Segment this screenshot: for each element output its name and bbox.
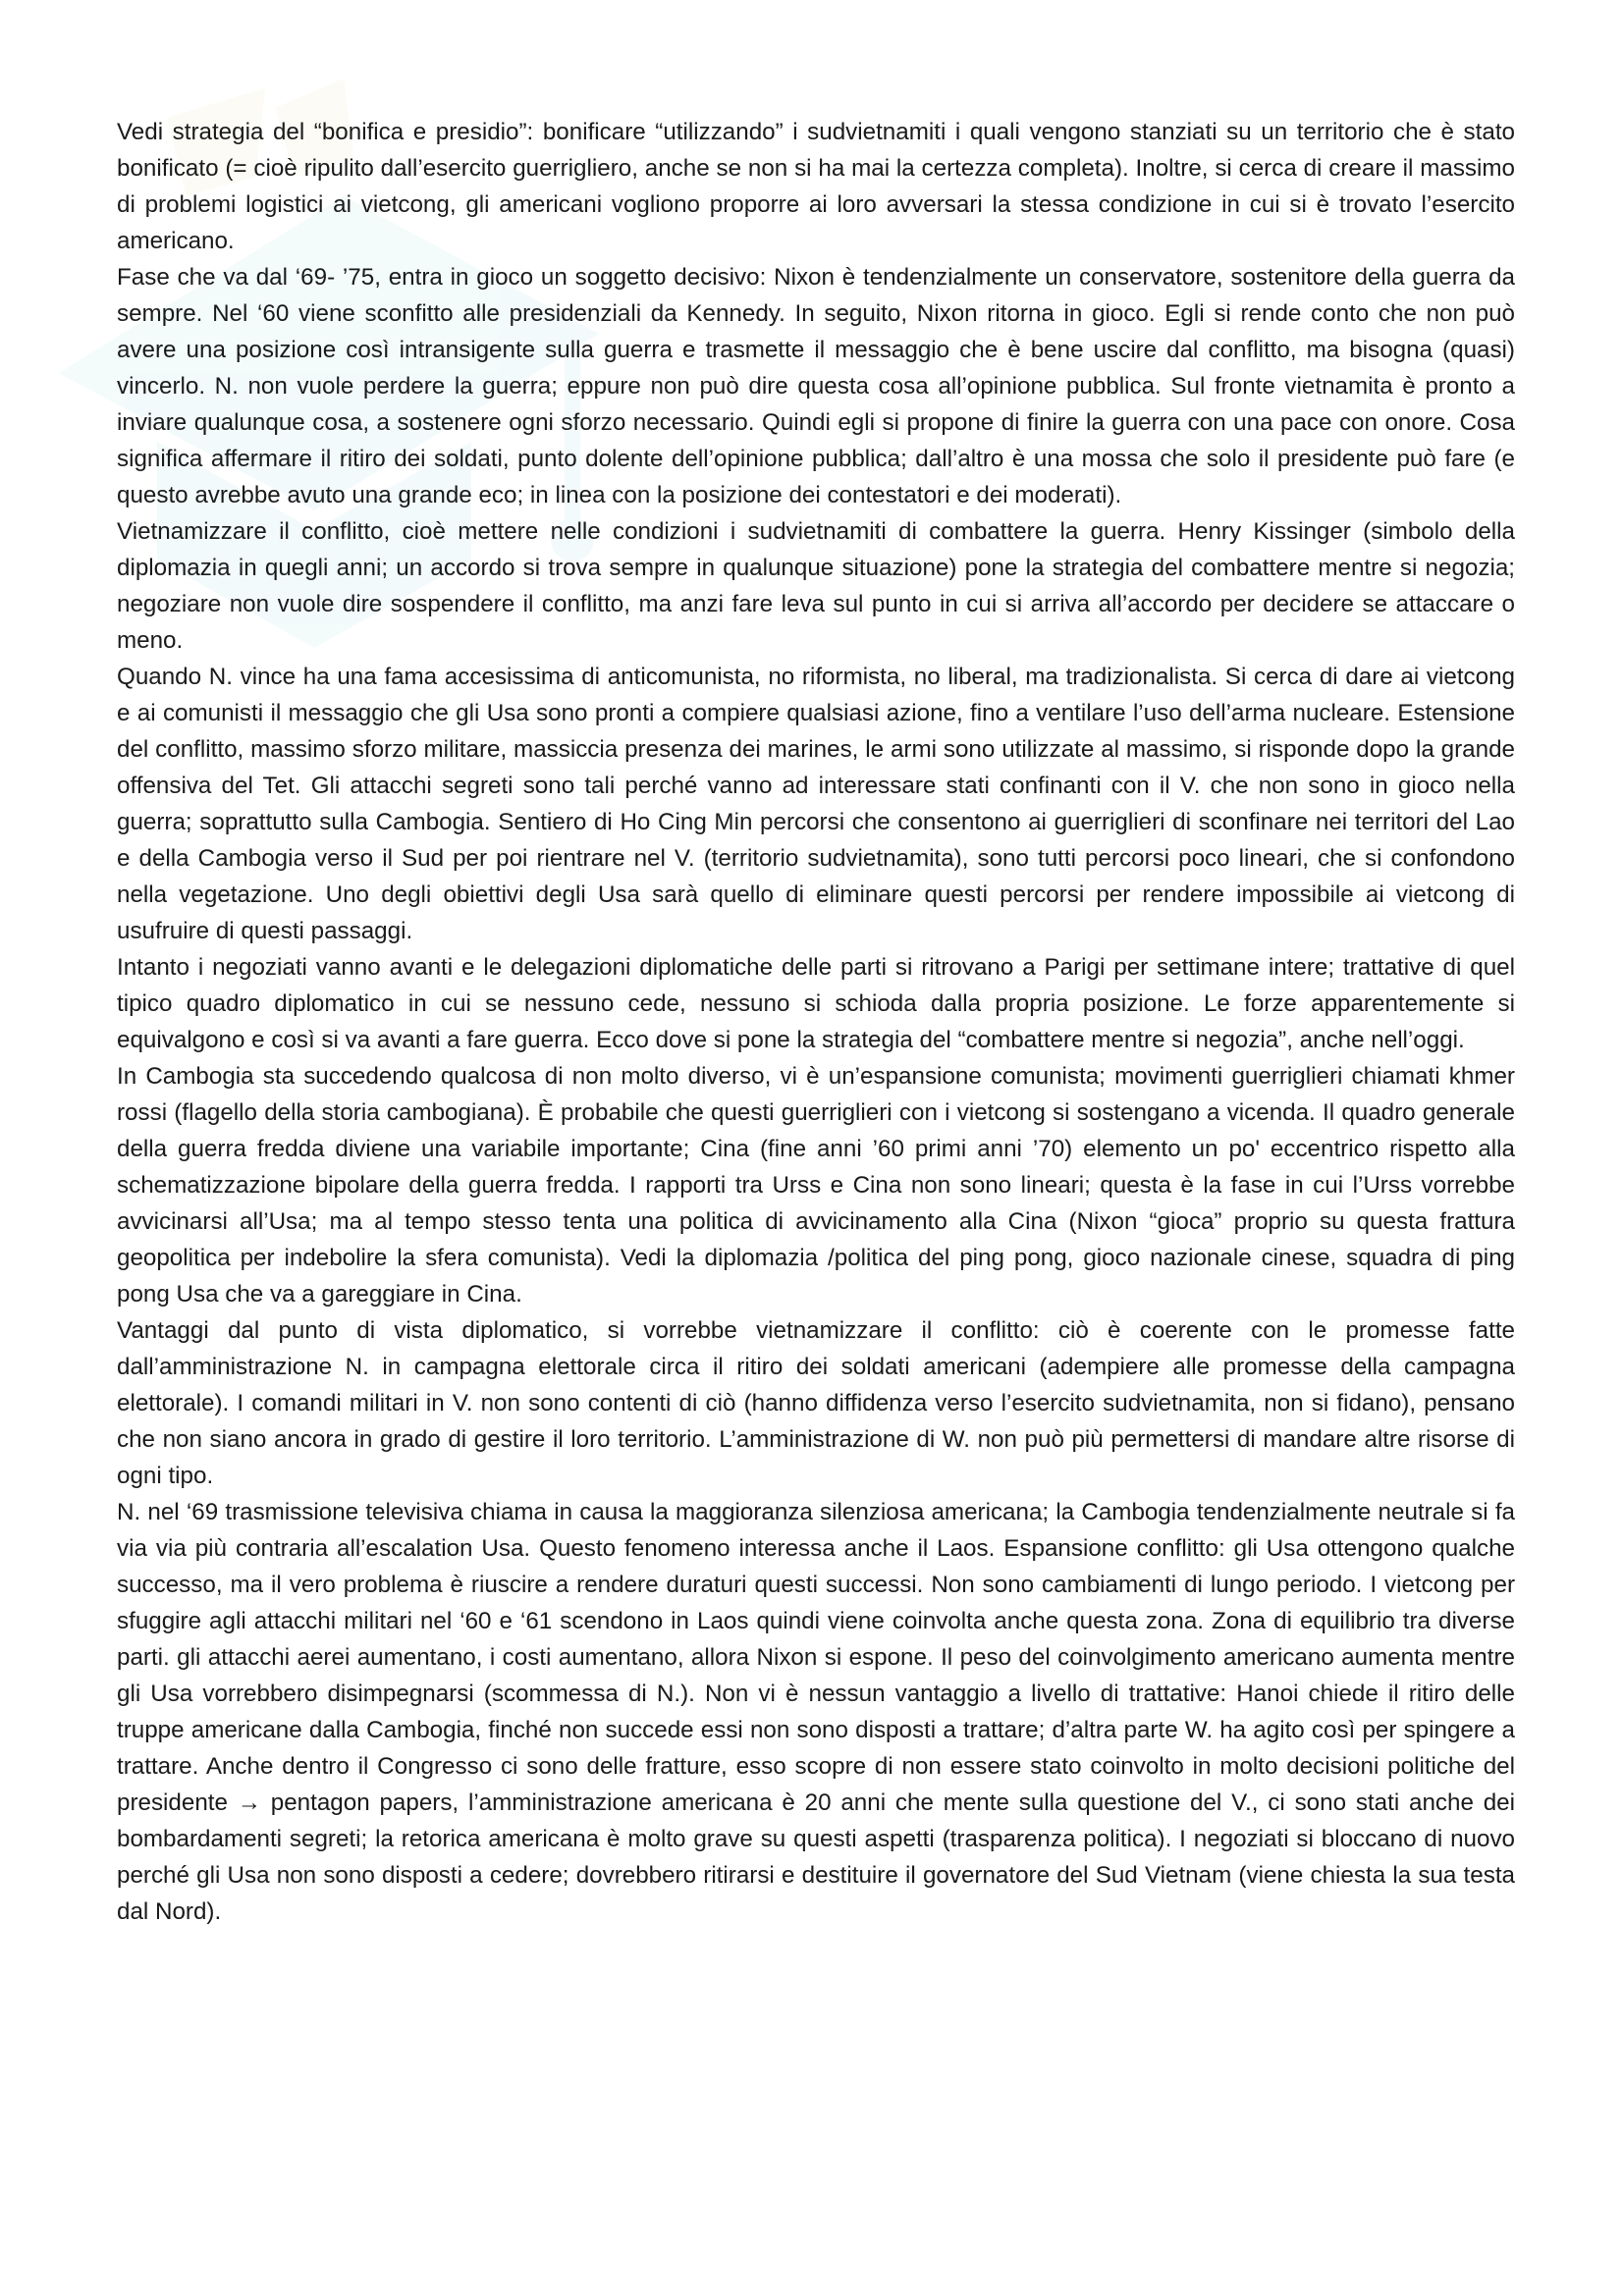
paragraph-4: Quando N. vince ha una fama accesissima di anticomunista, no riformista, no liberal, ma tradizionalista. Si cerca di dare ai vietcong e ai comunisti il messaggio che gli Usa sono pronti a compiere qualsiasi azione, fino a ventilare l’uso dell’arma nucleare. Estensione del conflitto, massimo sforzo militare, massiccia presenza dei marines, le armi sono utilizzate al massimo, si risponde dopo la grande offensiva del Tet. Gli attacchi segreti sono tali perché vanno ad interessare stati confinanti con il V. che non sono in gioco nella guerra; soprattutto sulla Cambogia. Sentiero di Ho Cing Min percorsi che consentono ai guerriglieri di sconfinare nei territori del Lao e della Cambogia verso il Sud per poi rientrare nel V. (territorio sudvietnamita), sono tutti percorsi poco lineari, che si confondono nella vegetazione. Uno degli obiettivi degli Usa sarà quello di eliminare questi percorsi per rendere impossibile ai vietcong di usufruire di questi passaggi.	[117, 664, 1515, 944]
paragraph-7: Vantaggi dal punto di vista diplomatico, si vorrebbe vietnamizzare il conflitto: ciò è coerente con le promesse fatte dall’amministrazione N. in campagna elettorale circa il ritiro dei soldati americani (adempiere alle promesse della campagna elettorale). I comandi militari in V. non sono contenti di ciò (hanno diffidenza verso l’esercito sudvietnamita, non si fidano), pensano che non siano ancora in grado di gestire il loro territorio. L’amministrazione di W. non può più permettersi di mandare altre risorse di ogni tipo.	[117, 1317, 1515, 1489]
document-body	[117, 114, 1515, 1930]
paragraph-8: N. nel ‘69 trasmissione televisiva chiama in causa la maggioranza silenziosa americana; la Cambogia tendenzialmente neutrale si fa via via più contraria all’escalation Usa. Questo fenomeno interessa anche il Laos. Espansione conflitto: gli Usa ottengono qualche successo, ma il vero problema è riuscire a rendere duraturi questi successi. Non sono cambiamenti di lungo periodo. I vietcong per sfuggire agli attacchi militari nel ‘60 e ‘61 scendono in Laos quindi viene coinvolta anche questa zona. Zona di equilibrio tra diverse parti. gli attacchi aerei aumentano, i costi aumentano, allora Nixon si espone. Il peso del coinvolgimento americano aumenta mentre gli Usa vorrebbero disimpegnarsi (scommessa di N.). Non vi è nessun vantaggio a livello di trattative: Hanoi chiede il ritiro delle truppe americane dalla Cambogia, finché non succede essi non sono disposti a trattare; d’altra parte W. ha agito così per spingere a trattare. Anche dentro il Congresso ci sono delle fratture, esso scopre di non essere stato coinvolto in molto decisioni politiche del presidente → pentagon papers, l’amministrazione americana è 20 anni che mente sulla questione del V., ci sono stati anche dei bombardamenti segreti; la retorica americana è molto grave su questi aspetti (trasparenza politica). I negoziati si bloccano di nuovo perché gli Usa non sono disposti a cedere; dovrebbero ritirarsi e destituire il governatore del Sud Vietnam (viene chiesta la sua testa dal Nord).	[117, 1499, 1515, 1925]
paragraph-3: Vietnamizzare il conflitto, cioè mettere nelle condizioni i sudvietnamiti di combattere la guerra. Henry Kissinger (simbolo della diplomazia in quegli anni; un accordo si trova sempre in qualunque situazione) pone la strategia del combattere mentre si negozia; negoziare non vuole dire sospendere il conflitto, ma anzi fare leva sul punto in cui si arriva all’accordo per decidere se attaccare o meno.	[117, 518, 1515, 654]
paragraph-6: In Cambogia sta succedendo qualcosa di non molto diverso, vi è un’espansione comunista; movimenti guerriglieri chiamati khmer rossi (flagello della storia cambogiana). È probabile che questi guerriglieri con i vietcong si sostengano a vicenda. Il quadro generale della guerra fredda diviene una variabile importante; Cina (fine anni ’60 primi anni ’70) elemento un po' eccentrico rispetto alla schematizzazione bipolare della guerra fredda. I rapporti tra Urss e Cina non sono lineari; questa è la fase in cui l’Urss vorrebbe avvicinarsi all’Usa; ma al tempo stesso tenta una politica di avvicinamento alla Cina (Nixon “gioca” proprio su questa frattura geopolitica per indebolire la sfera comunista). Vedi la diplomazia /politica del ping pong, gioco nazionale cinese, squadra di ping pong Usa che va a gareggiare in Cina.	[117, 1063, 1515, 1308]
paragraph-1: Vedi strategia del “bonifica e presidio”: bonificare “utilizzando” i sudvietnamiti i quali vengono stanziati su un territorio che è stato bonificato (= cioè ripulito dall’esercito guerrigliero, anche se non si ha mai la certezza completa). Inoltre, si cerca di creare il massimo di problemi logistici ai vietcong, gli americani vogliono proporre ai loro avversari la stessa condizione in cui si è trovato l’esercito americano.	[117, 119, 1515, 254]
paragraph-5: Intanto i negoziati vanno avanti e le delegazioni diplomatiche delle parti si ritrovano a Parigi per settimane intere; trattative di quel tipico quadro diplomatico in cui se nessuno cede, nessuno si schioda dalla propria posizione. Le forze apparentemente si equivalgono e così si va avanti a fare guerra. Ecco dove si pone la strategia del “combattere mentre si negozia”, anche nell’oggi.	[117, 954, 1515, 1053]
paragraph-2: Fase che va dal ‘69- ’75, entra in gioco un soggetto decisivo: Nixon è tendenzialmente un conservatore, sostenitore della guerra da sempre. Nel ‘60 viene sconfitto alle presidenziali da Kennedy. In seguito, Nixon ritorna in gioco. Egli si rende conto che non può avere una posizione così intransigente sulla guerra e trasmette il messaggio che è bene uscire dal conflitto, ma bisogna (quasi) vincerlo. N. non vuole perdere la guerra; eppure non può dire questa cosa all’opinione pubblica. Sul fronte vietnamita è pronto a inviare qualunque cosa, a sostenere ogni sforzo necessario. Quindi egli si propone di finire la guerra con una pace con onore. Cosa significa affermare il ritiro dei soldati, punto dolente dell’opinione pubblica; dall’altro è una mossa che solo il presidente può fare (e questo avrebbe avuto una grande eco; in linea con la posizione dei contestatori e dei moderati).	[117, 264, 1515, 508]
